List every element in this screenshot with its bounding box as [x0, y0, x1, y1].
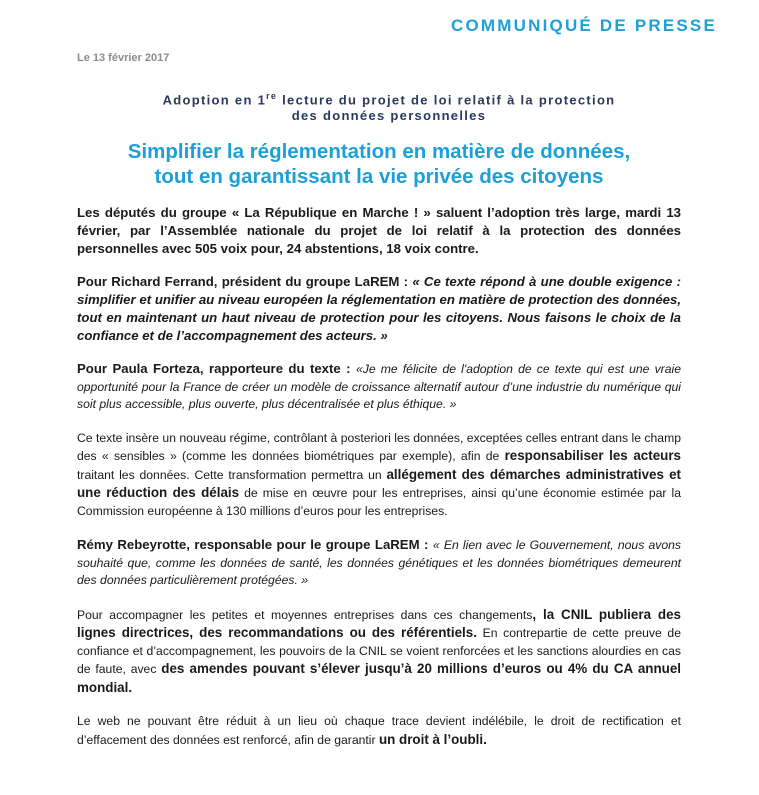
release-date: Le 13 février 2017	[77, 52, 170, 64]
forteza-quote: «Je me félicite de l'adoption de ce texte qui est une vraie opportunité pour la France de créer un modèle de croissance alternatif autour d’une industrie du numérique qui soit plus accessible, plus ouverte, plus décentralisée et plus éthique. »	[77, 362, 681, 411]
paragraph-cnil	[77, 606, 681, 698]
subject-line1-b: lecture du projet de loi relatif à la protection	[277, 92, 616, 108]
paragraph-rebeyrotte	[77, 536, 681, 590]
regime-bold-b: responsabiliser les acteurs	[504, 448, 681, 463]
ferrand-lead: Pour Richard Ferrand, président du groupe LaREM :	[77, 274, 413, 289]
paragraph-regime	[77, 430, 681, 521]
regime-text-a: Ce texte insère un nouveau régime, contrôlant à posteriori les données, exceptées celles entrant dans le champ des « sensibles » (comme les données biométriques par exemple), afin de	[77, 430, 681, 463]
headline	[66, 139, 692, 189]
paragraph-intro: Les députés du groupe « La République en Marche ! » saluent l’adoption très large, mardi 13 février, par l’Assemblée nationale du projet de loi relatif à la protection des données personnelles avec 505 voix pour, 24 abstentions, 18 voix contre.	[77, 205, 681, 256]
headline-line1: Simplifier la réglementation en matière de données,	[127, 140, 631, 163]
headline-line2: tout en garantissant la vie privée des citoyens	[154, 165, 604, 188]
oubli-text-a: Le web ne pouvant être réduit à un lieu où chaque trace devient indélébile, le droit de rectification et d’effacement des données est renforcé, afin de garantir	[77, 714, 681, 747]
paragraph-ferrand	[77, 273, 681, 345]
regime-text-e: de mise en œuvre pour les entreprises, ainsi qu’une économie estimée par la Commission européenne à 130 millions d’euros pour les entreprises.	[77, 486, 681, 518]
cnil-bold-b: , la CNIL publiera des lignes directrices, des recommandations ou des référentiels.	[77, 606, 681, 640]
body-content	[77, 204, 681, 765]
forteza-lead: Pour Paula Forteza, rapporteure du texte :	[77, 361, 356, 376]
regime-text-c: traitant les données. Cette transformation permettra un	[77, 467, 387, 482]
subject-line1-a: Adoption en 1	[162, 92, 267, 108]
subject-superscript: re	[266, 91, 278, 101]
oubli-bold-b: un droit à l’oubli.	[378, 731, 487, 747]
cnil-text-c: En contrepartie de cette preuve de confiance et d’accompagnement, les pouvoirs de la CNIL se voient renforcées et les sanctions alourdies en cas de faute, avec	[77, 626, 681, 676]
cnil-text-a: Pour accompagner les petites et moyennes entreprises dans ces changements	[77, 607, 533, 622]
subject-heading	[76, 88, 702, 124]
rebeyrotte-quote: « En lien avec le Gouvernement, nous avons souhaité que, comme les données de santé, les données génétiques et les données biométriques demeurent des données particulièrement protégées. »	[77, 538, 681, 587]
paragraph-forteza	[77, 360, 681, 414]
press-release-title: COMMUNIQUÉ DE PRESSE	[451, 16, 717, 35]
regime-bold-d: allégement des démarches administratives et une réduction des délais	[77, 466, 681, 500]
ferrand-quote: « Ce texte répond à une double exigence : simplifier et unifier au niveau européen la réglementation en matière de protection des données, tout en maintenant un haut niveau de protection pour les citoyens. Nous faisons le choix de la confiance et de l’accompagnement des acteurs. »	[77, 274, 681, 343]
cnil-bold-d: des amendes pouvant s’élever jusqu’à 20 millions d’euros ou 4% du CA annuel mondial.	[77, 661, 682, 695]
subject-line2: des données personnelles	[291, 108, 487, 124]
paragraph-oubli	[77, 713, 681, 749]
rebeyrotte-lead: Rémy Rebeyrotte, responsable pour le groupe LaREM :	[77, 537, 433, 552]
